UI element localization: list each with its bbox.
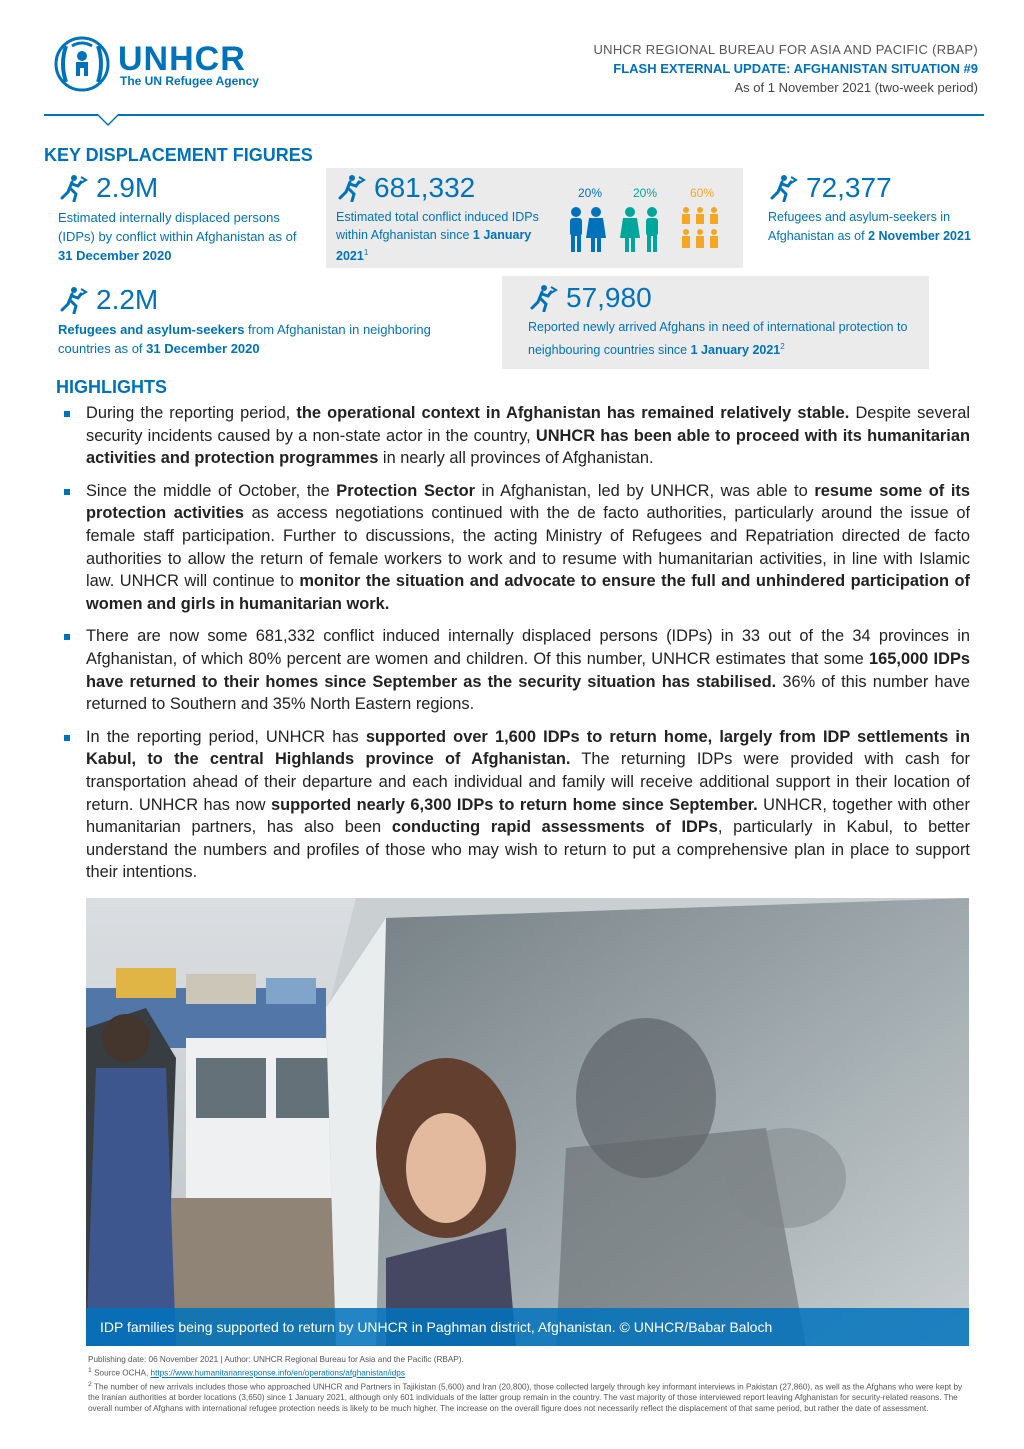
running-person-icon bbox=[58, 174, 88, 202]
figure-refugees-neighbouring: 2.2M Refugees and asylum-seekers from Afghanistan in neighboring countries as of 31 December 2020 bbox=[58, 284, 431, 356]
photo-idp-families bbox=[86, 898, 969, 1346]
highlight-item: During the reporting period, the operational context in Afghanistan has remained relatively stable. Despite several security incidents caused by a non-state actor in the country, UNHCR has been able to proceed with its humanitarian activities and protection programmes in nearly all provinces of Afghanistan. bbox=[62, 402, 970, 470]
unhcr-emblem-icon bbox=[52, 36, 112, 92]
highlights-title: HIGHLIGHTS bbox=[56, 377, 167, 397]
document-title: FLASH EXTERNAL UPDATE: AFGHANISTAN SITUATION #9 bbox=[613, 61, 978, 76]
unhcr-logo bbox=[52, 36, 272, 92]
figure-number: 681,332 bbox=[374, 172, 476, 203]
logo-subtitle: The UN Refugee Agency bbox=[120, 74, 259, 88]
figure-number: 2.9M bbox=[96, 172, 159, 203]
figure-new-arrivals: 57,980 Reported newly arrived Afghans in need of international protection to neighbouring countries since 1 January 2021$^2$ bbox=[502, 276, 929, 369]
demographics-people-icon bbox=[566, 204, 736, 256]
publishing-info: Publishing date: 06 November 2021 | Author: UNHCR Regional Bureau for Asia and the Pacific (RBAP). bbox=[88, 1355, 464, 1364]
running-person-icon bbox=[336, 174, 366, 202]
running-person-icon bbox=[528, 284, 558, 312]
header-divider bbox=[44, 114, 984, 116]
pct-men: 20% bbox=[578, 186, 603, 200]
figure-refugees-in-afghanistan: 72,377 Refugees and asylum-seekers in Afghanistan as of 2 November 2021 bbox=[768, 172, 971, 243]
pct-children: 60% bbox=[690, 186, 715, 200]
key-figures-title: KEY DISPLACEMENT FIGURES bbox=[44, 145, 313, 165]
figure-idps-total: 2.9M Estimated internally displaced persons (IDPs) by conflict within Afghanistan as of 31 December 2020 bbox=[58, 172, 297, 263]
footnote-1: $^1$ Source OCHA, https://www.humanitarianresponse.info/en/operations/afghanistan/idps bbox=[88, 1367, 405, 1378]
pct-women: 20% bbox=[633, 186, 658, 200]
highlight-item: In the reporting period, UNHCR has supported over 1,600 IDPs to return home, largely from IDP settlements in Kabul, to the central Highlands province of Afghanistan. The returning IDPs were provided with cash for transportation ahead of their departure and each individual and family will receive additional support in their location of return. UNHCR has now supported nearly 6,300 IDPs to return home since September. UNHCR, together with other humanitarian partners, has also been conducting rapid assessments of IDPs, particularly in Kabul, to better understand the numbers and profiles of those who may wish to return to put a comprehensive plan in place to support their intentions. bbox=[62, 726, 970, 884]
highlights-list bbox=[62, 402, 970, 894]
footnotes bbox=[88, 1354, 968, 1414]
highlight-item: There are now some 681,332 conflict induced internally displaced persons (IDPs) in 33 out of the 34 provinces in Afghanistan, of which 80% percent are women and children. Of this number, UNHCR estimates that some 165,000 IDPs have returned to their homes since September as the security situation has stabilised. 36% of this number have returned to Southern and 35% North Eastern regions. bbox=[62, 625, 970, 715]
figure-number: 2.2M bbox=[96, 284, 159, 315]
running-person-icon bbox=[58, 286, 88, 314]
photo-illustration bbox=[86, 898, 969, 1346]
figure-number: 72,377 bbox=[806, 172, 892, 203]
figure-idps-2021: 681,332 Estimated total conflict induced IDPs within Afghanistan since 1 January 2021$^1$ 20% 20% 60% bbox=[326, 168, 743, 268]
logo-text: UNHCR bbox=[118, 40, 246, 78]
footnote-2: $^2$ The number of new arrivals includes those who approached UNHCR and Partners in Tajikistan (5,600) and Iran (20,800), those collected largely through key informant interviews in Pakistan (27,860), as well as the Afghans who were kept by the Iranian authorities at border locations (3,650) since 1 January 2021, although only 601 individuals of the latter group remain in the country. The vast majority of those interviewed report leaving Afghanistan for security-related reasons. The overall number of Afghans with international refugee protection needs is likely to be much higher. The increase on the overall figure does not necessarily reflect the displacement of that same period, but rather the date of assessment. bbox=[88, 1380, 963, 1414]
running-person-icon bbox=[768, 174, 798, 202]
bureau-name: UNHCR REGIONAL BUREAU FOR ASIA AND PACIFIC (RBAP) bbox=[593, 42, 978, 57]
figure-number: 57,980 bbox=[566, 282, 652, 313]
document-date: As of 1 November 2021 (two-week period) bbox=[734, 80, 978, 95]
photo-caption: IDP families being supported to return by UNHCR in Paghman district, Afghanistan. © UNHCR/Babar Baloch bbox=[86, 1308, 969, 1346]
document-header bbox=[593, 40, 978, 97]
footnote-source-link[interactable]: https://www.humanitarianresponse.info/en/operations/afghanistan/idps bbox=[150, 1368, 405, 1378]
highlight-item: Since the middle of October, the Protection Sector in Afghanistan, led by UNHCR, was able to resume some of its protection activities as access negotiations continued with the de facto authorities, particularly around the issue of female staff participation. Further to discussions, the acting Ministry of Refugees and Repatriation directed de facto authorities to allow the return of female workers to work and to resume with humanitarian activities, in line with Islamic law. UNHCR will continue to monitor the situation and advocate to ensure the full and unhindered participation of women and girls in humanitarian work. bbox=[62, 480, 970, 616]
